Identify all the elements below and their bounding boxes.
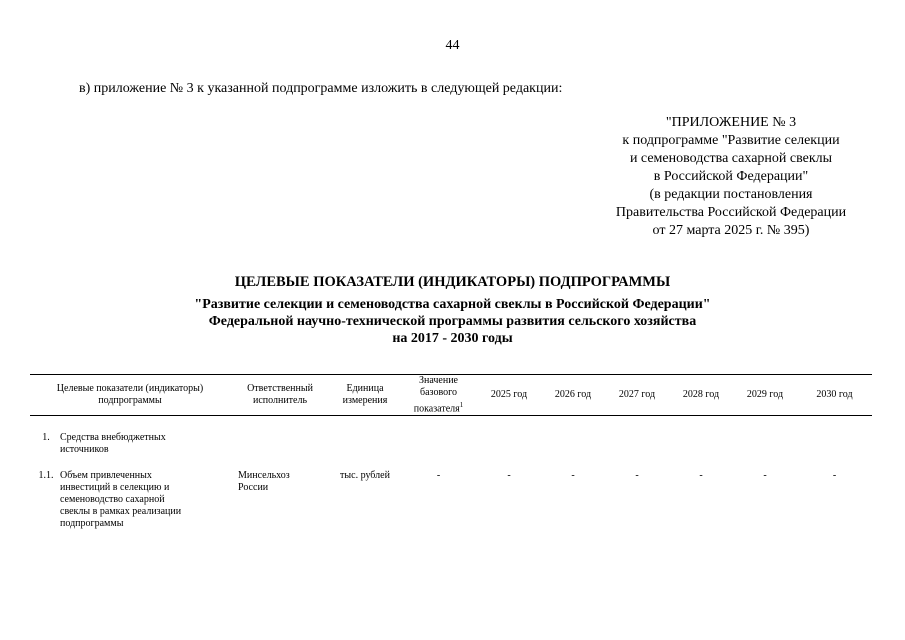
appendix-line: "ПРИЛОЖЕНИЕ № 3 [665, 115, 797, 130]
page-number: 44 [445, 38, 460, 53]
row-2027 [605, 432, 669, 456]
subtitle-line: на 2017 - 2030 годы [392, 331, 513, 346]
header-2030: 2030 год [797, 375, 872, 416]
header-base-value-label: Значение базового показателя [413, 375, 460, 415]
footnote-mark: 1 [459, 401, 464, 409]
row-number: 1.1. [38, 470, 54, 482]
header-executor: Ответственный исполнитель [230, 375, 330, 416]
header-base-value [400, 375, 477, 416]
intro-paragraph: в) приложение № 3 к указанной подпрограмме изложить в следующей редакции: [79, 81, 563, 96]
table-spacer [30, 456, 872, 470]
table-row [30, 432, 872, 456]
document-title: ЦЕЛЕВЫЕ ПОКАЗАТЕЛИ (ИНДИКАТОРЫ) ПОДПРОГРАММЫ [234, 274, 671, 290]
subtitle-line: "Развитие селекции и семеноводства сахарной свеклы в Российской Федерации" [194, 297, 711, 312]
row-number: 1. [42, 432, 50, 444]
row-unit [330, 432, 400, 456]
row-2025: - [507, 470, 511, 482]
table-row [30, 470, 872, 530]
header-2025: 2025 год [477, 375, 541, 416]
row-2026 [541, 432, 605, 456]
header-indicator: Целевые показатели (индикаторы) подпрограммы [30, 375, 230, 416]
appendix-line: от 27 марта 2025 г. № 395) [652, 223, 810, 238]
row-base [400, 432, 477, 456]
header-2026: 2026 год [541, 375, 605, 416]
row-name: Объем привлеченных инвестиций в селекцию и семеноводство сахарной свеклы в рамках реализации подпрограммы [60, 470, 182, 530]
row-base: - [436, 470, 441, 482]
row-2030: - [832, 470, 837, 482]
header-unit: Единица измерения [330, 375, 400, 416]
row-executor [230, 432, 330, 456]
row-cell-indicator [30, 432, 230, 456]
row-2025 [477, 432, 541, 456]
document-subtitle [0, 296, 905, 347]
table-spacer [30, 416, 872, 433]
appendix-line: в Российской Федерации" [653, 169, 809, 184]
row-2030 [797, 432, 872, 456]
row-2027: - [635, 470, 639, 482]
appendix-line: Правительства Российской Федерации [615, 205, 847, 220]
row-name: Средства внебюджетных источников [60, 432, 166, 456]
row-2029: - [763, 470, 767, 482]
executor-text: Минсельхоз России [238, 470, 290, 494]
row-2028 [669, 432, 733, 456]
row-unit: тыс. рублей [340, 470, 390, 482]
row-cell-indicator [30, 470, 230, 530]
appendix-line: (в редакции постановления [649, 187, 813, 202]
appendix-line: к подпрограмме "Развитие селекции [622, 133, 840, 148]
row-2026: - [571, 470, 575, 482]
row-executor [230, 470, 330, 530]
header-2028: 2028 год [669, 375, 733, 416]
row-2028: - [699, 470, 703, 482]
appendix-line: и семеноводства сахарной свеклы [629, 151, 833, 166]
row-2029 [733, 432, 797, 456]
indicators-table [30, 374, 872, 530]
header-2027: 2027 год [605, 375, 669, 416]
table-header-row [30, 375, 872, 416]
subtitle-line: Федеральной научно-технической программы развития сельского хозяйства [208, 314, 697, 329]
header-2029: 2029 год [733, 375, 797, 416]
appendix-heading [600, 114, 862, 240]
